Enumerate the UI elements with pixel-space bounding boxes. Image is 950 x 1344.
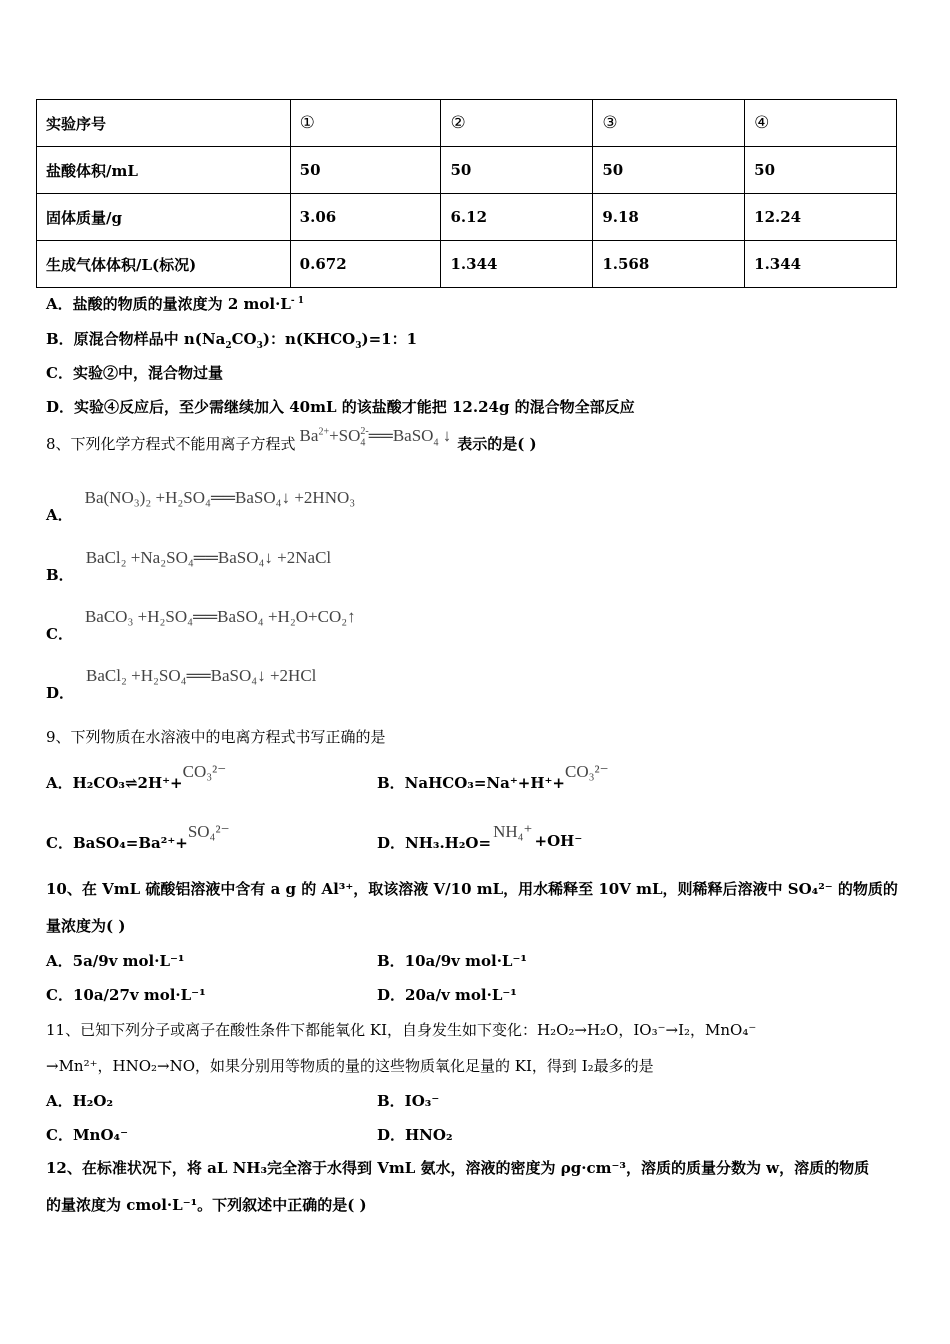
q7-option-a bbox=[46, 293, 304, 314]
q11-option-d bbox=[377, 1124, 453, 1145]
option-letter: C． bbox=[46, 625, 73, 643]
table-header-cell: ② bbox=[441, 100, 593, 147]
q11-stem-line1: 11、已知下列分子或离子在酸性条件下都能氧化 KI，自身发生如下变化：H₂O₂→H₂O，IO₃⁻→I₂，MnO₄⁻ bbox=[46, 1021, 757, 1039]
ion: SO₄²⁻ bbox=[187, 822, 230, 841]
table-row bbox=[37, 147, 897, 194]
q7-option-b-text: )=1：1 bbox=[361, 330, 418, 348]
q11-option-b bbox=[377, 1090, 439, 1111]
table-cell: 50 bbox=[745, 147, 897, 194]
q7-option-a-text: A．盐酸的物质的量浓度为 2 mol·L bbox=[46, 295, 291, 313]
equation: BaCl₂ +Na₂SO₄══BaSO₄↓ +2NaCl bbox=[85, 548, 332, 567]
table-cell: 50 bbox=[441, 147, 593, 194]
option-text: B．NaHCO₃=Na⁺+H⁺+ bbox=[377, 774, 565, 792]
q10-stem-line1: 10、在 VmL 硫酸铝溶液中含有 a g 的 Al³⁺，取该溶液 V/10 mL，用水稀释至 10V mL，则稀释后溶液中 SO₄²⁻ 的物质的 bbox=[46, 880, 898, 898]
option-text: +OH⁻ bbox=[534, 832, 583, 850]
table-cell: 1.344 bbox=[441, 241, 593, 288]
q11-option-c bbox=[46, 1124, 128, 1145]
q7-sub: 2 bbox=[225, 341, 232, 351]
ion: CO₃²⁻ bbox=[182, 762, 227, 781]
q10-option-a: A．5a/9v mol·L⁻¹ bbox=[46, 952, 185, 970]
q7-option-b-text: CO bbox=[231, 330, 257, 348]
q11-stem-line2: →Mn²⁺，HNO₂→NO，如果分别用等物质的量的这些物质氧化足量的 KI，得到 I₂最多的是 bbox=[46, 1057, 654, 1075]
table-cell: 9.18 bbox=[593, 194, 745, 241]
table-cell: 12.24 bbox=[745, 194, 897, 241]
q7-option-b-text: B．原混合物样品中 n(Na bbox=[46, 330, 226, 348]
table-cell: 生成气体体积/L(标况) bbox=[37, 241, 291, 288]
q7-option-a-sup: - 1 bbox=[290, 296, 305, 306]
table-row bbox=[37, 241, 897, 288]
q8-option-c bbox=[46, 607, 356, 644]
option-letter: B． bbox=[46, 566, 74, 584]
q7-sub: 3 bbox=[256, 341, 263, 351]
ion: NH₄⁺ bbox=[493, 822, 533, 841]
eq-part: 4 bbox=[433, 437, 439, 449]
table-cell: 1.344 bbox=[745, 241, 897, 288]
option-text: D．HNO₂ bbox=[377, 1126, 453, 1144]
eq-part: Ba bbox=[299, 426, 319, 445]
table-header-cell: 实验序号 bbox=[37, 100, 291, 147]
table-cell: 3.06 bbox=[290, 194, 441, 241]
table-row bbox=[37, 194, 897, 241]
eq-part: ↓ bbox=[438, 426, 452, 445]
q8-option-b bbox=[46, 548, 331, 585]
q8-stem-text: 表示的是( ) bbox=[457, 434, 537, 453]
q10-option-b: B．10a/9v mol·L⁻¹ bbox=[377, 952, 527, 970]
option-letter: A． bbox=[46, 506, 73, 524]
table-cell: 0.672 bbox=[290, 241, 441, 288]
q8-stem-text: 8、下列化学方程式不能用离子方程式 bbox=[46, 434, 296, 453]
option-text: D．NH₃.H₂O= bbox=[377, 834, 492, 852]
table-cell: 盐酸体积/mL bbox=[37, 147, 291, 194]
q8-option-d bbox=[46, 666, 316, 703]
table-cell: 50 bbox=[290, 147, 441, 194]
q7-option-d: D．实验④反应后，至少需继续加入 40mL 的该盐酸才能把 12.24g 的混合物全部反应 bbox=[46, 398, 635, 416]
table-cell: 6.12 bbox=[441, 194, 593, 241]
eq-part: +SO bbox=[329, 426, 361, 445]
table-cell: 固体质量/g bbox=[37, 194, 291, 241]
q9-option-d bbox=[377, 822, 582, 853]
option-text: C．MnO₄⁻ bbox=[46, 1126, 129, 1144]
table-cell: 50 bbox=[593, 147, 745, 194]
ion: CO₃²⁻ bbox=[565, 762, 609, 781]
q8-ionic-equation bbox=[300, 426, 452, 448]
q7-option-b-text: )：n(KHCO bbox=[262, 330, 356, 348]
equation: Ba(NO₃)₂ +H₂SO₄══BaSO₄↓ +2HNO₃ bbox=[84, 488, 356, 507]
q12-stem-line2: 的量浓度为 cmol·L⁻¹。下列叙述中正确的是( ) bbox=[46, 1196, 367, 1214]
q12-stem-line1: 12、在标准状况下，将 aL NH₃完全溶于水得到 VmL 氨水，溶液的密度为 ρg·cm⁻³，溶质的质量分数为 w，溶质的物质 bbox=[46, 1159, 870, 1177]
q8-option-a bbox=[46, 488, 355, 525]
option-text: A．H₂CO₃⇌2H⁺+ bbox=[46, 774, 183, 792]
option-letter: D． bbox=[46, 684, 75, 702]
eq-part: 4 bbox=[360, 437, 366, 449]
option-text: C．BaSO₄=Ba²⁺+ bbox=[46, 834, 188, 852]
q11-option-a bbox=[46, 1090, 113, 1111]
eq-part: 2+ bbox=[318, 426, 330, 438]
option-text: A．H₂O₂ bbox=[46, 1092, 114, 1110]
q10-option-d: D．20a/v mol·L⁻¹ bbox=[377, 986, 517, 1004]
eq-part: ══BaSO bbox=[368, 426, 434, 445]
experiment-table bbox=[36, 99, 897, 288]
q8-stem bbox=[46, 426, 537, 454]
table-cell: 1.568 bbox=[593, 241, 745, 288]
q7-sub: 3 bbox=[355, 341, 362, 351]
eq-part: 2- bbox=[360, 426, 369, 438]
equation: BaCO₃ +H₂SO₄══BaSO₄ +H₂O+CO₂↑ bbox=[84, 607, 356, 626]
q10-option-c: C．10a/27v mol·L⁻¹ bbox=[46, 986, 206, 1004]
q9-stem: 9、下列物质在水溶液中的电离方程式书写正确的是 bbox=[46, 728, 386, 746]
table-row bbox=[37, 100, 897, 147]
table-header-cell: ④ bbox=[745, 100, 897, 147]
q9-option-b bbox=[377, 762, 609, 793]
equation: BaCl₂ +H₂SO₄══BaSO₄↓ +2HCl bbox=[86, 666, 317, 685]
q10-stem-line2: 量浓度为( ) bbox=[46, 917, 126, 935]
q7-option-b bbox=[46, 328, 417, 351]
q7-option-c: C．实验②中，混合物过量 bbox=[46, 364, 223, 382]
table-header-cell: ① bbox=[290, 100, 441, 147]
q9-option-a bbox=[46, 762, 226, 793]
q9-option-c bbox=[46, 822, 230, 853]
table-header-cell: ③ bbox=[593, 100, 745, 147]
option-text: B．IO₃⁻ bbox=[377, 1092, 440, 1110]
